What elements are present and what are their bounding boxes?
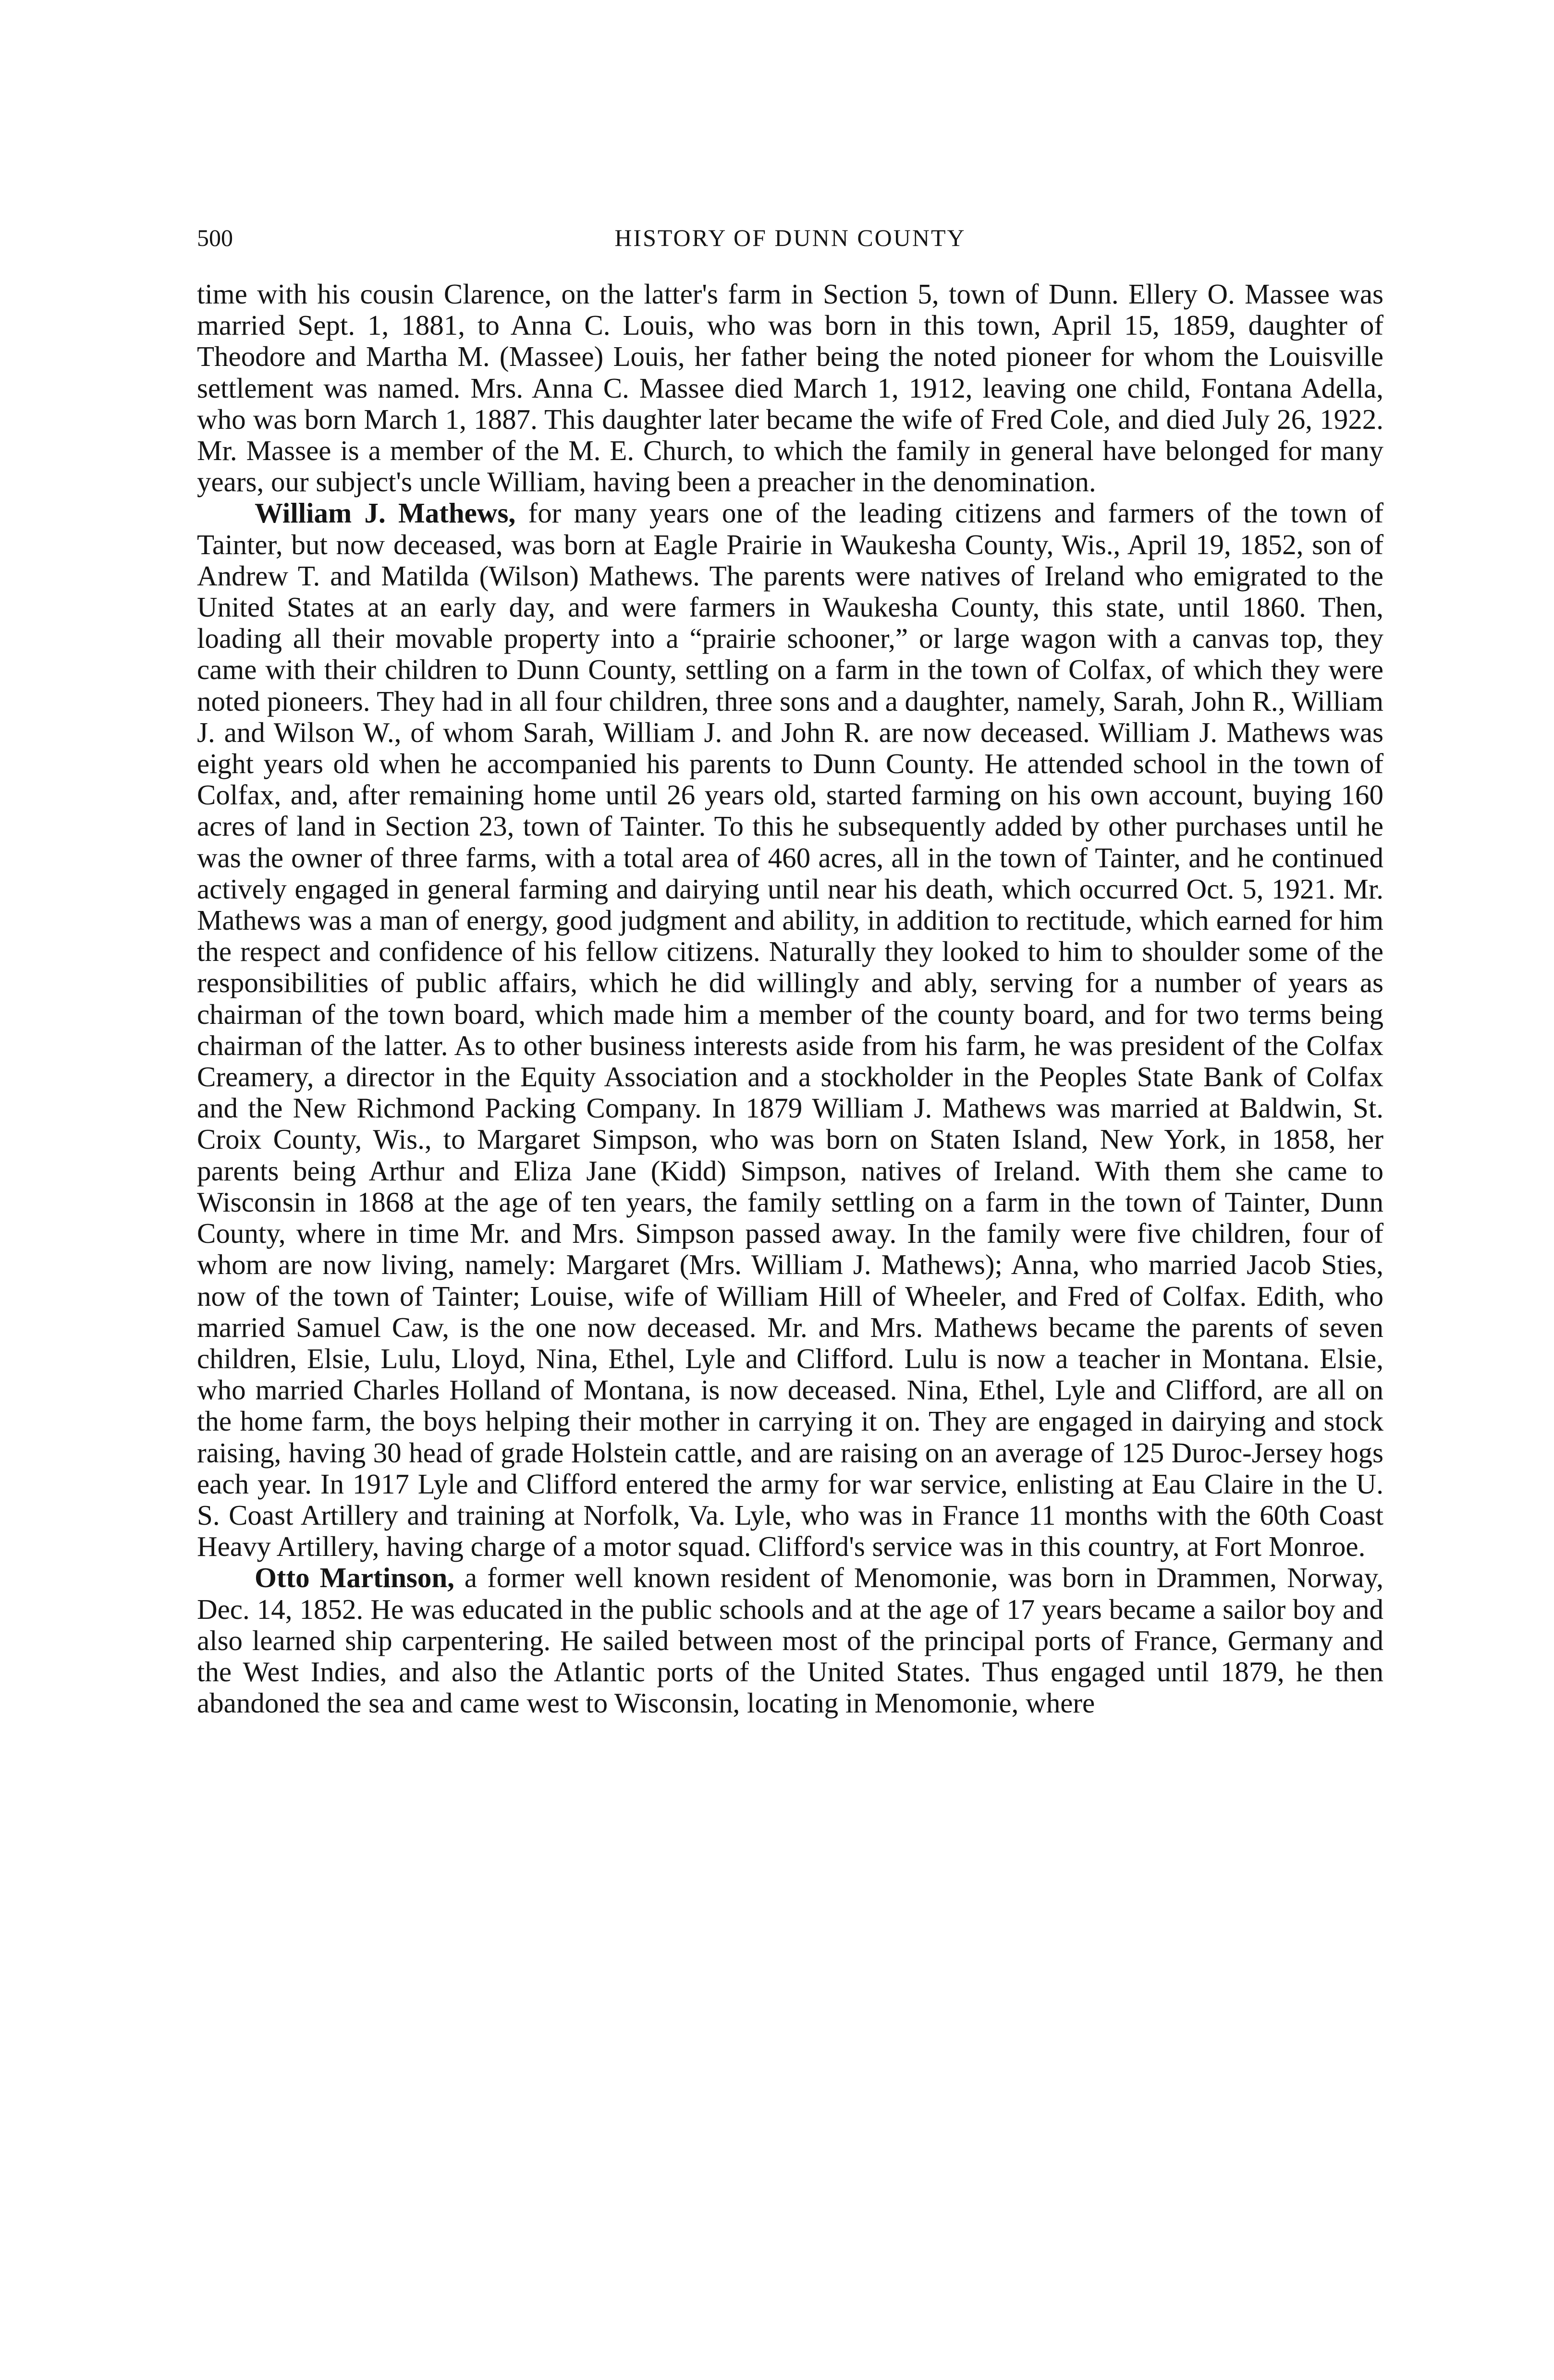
paragraph-text: time with his cousin Clarence, on the latter's farm in Section 5, town of Dunn. Ellery O. Massee was married Sept. 1, 1881, to Anna C. Louis, who was born in this town, April 15, 1859, daughter of Theodore and Martha M. (Massee) Louis, her father being the noted pioneer for whom the Louisville settlement was named. Mrs. Anna C. Massee died March 1, 1912, leaving one child, Fontana Adella, who was born March 1, 1887. This daughter later became the wife of Fred Cole, and died July 26, 1922. Mr. Massee is a member of the M. E. Church, to which the family in general have belonged for many years, our subject's uncle William, having been a preacher in the denomination. — [197, 278, 1383, 498]
paragraph-massee-continued — [197, 279, 1383, 498]
running-head-title: HISTORY OF DUNN COUNTY — [614, 224, 966, 251]
paragraph-text: a former well known resident of Menomonie, was born in Drammen, Norway, Dec. 14, 1852. He was educated in the public schools and at the age of 17 years became a sailor boy and also learned ship carpentering. He sailed between most of the principal ports of France, Germany and the West Indies, and also the Atlantic ports of the United States. Thus engaged until 1879, he then abandoned the sea and came west to Wisconsin, locating in Menomonie, where — [197, 1562, 1383, 1719]
paragraph-text: for many years one of the leading citizens and farmers of the town of Tainter, but now deceased, was born at Eagle Prairie in Waukesha County, Wis., April 19, 1852, son of Andrew T. and Matilda (Wilson) Mathews. The parents were natives of Ireland who emigrated to the United States at an early day, and were farmers in Waukesha County, this state, until 1860. Then, loading all their movable property into a “prairie schooner,” or large wagon with a canvas top, they came with their children to Dunn County, settling on a farm in the town of Colfax, of which they were noted pioneers. They had in all four children, three sons and a daughter, namely, Sarah, John R., William J. and Wilson W., of whom Sarah, William J. and John R. are now deceased. William J. Mathews was eight years old when he accompanied his parents to Dunn County. He attended school in the town of Colfax, and, after remaining home until 26 years old, started farming on his own account, buying 160 acres of land in Section 23, town of Tainter. To this he subsequently added by other purchases until he was the owner of three farms, with a total area of 460 acres, all in the town of Tainter, and he continued actively engaged in general farming and dairying until near his death, which occurred Oct. 5, 1921. Mr. Mathews was a man of energy, good judgment and ability, in addition to rectitude, which earned for him the respect and confidence of his fellow citizens. Naturally they looked to him to shoulder some of the responsibilities of public affairs, which he did willingly and ably, serving for a number of years as chairman of the town board, which made him a member of the county board, and for two terms being chairman of the latter. As to other business interests aside from his farm, he was president of the Colfax Creamery, a director in the Equity Association and a stockholder in the Peoples State Bank of Colfax and the New Richmond Packing Company. In 1879 William J. Mathews was married at Baldwin, St. Croix County, Wis., to Margaret Simpson, who was born on Staten Island, New York, in 1858, her parents being Arthur and Eliza Jane (Kidd) Simpson, natives of Ireland. With them she came to Wisconsin in 1868 at the age of ten years, the family settling on a farm in the town of Tainter, Dunn County, where in time Mr. and Mrs. Simpson passed away. In the family were five children, four of whom are now living, namely: Margaret (Mrs. William J. Mathews); Anna, who married Jacob Sties, now of the town of Tainter; Louise, wife of William Hill of Wheeler, and Fred of Colfax. Edith, who married Samuel Caw, is the one now deceased. Mr. and Mrs. Mathews became the parents of seven children, Elsie, Lulu, Lloyd, Nina, Ethel, Lyle and Clifford. Lulu is now a teacher in Montana. Elsie, who married Charles Holland of Montana, is now deceased. Nina, Ethel, Lyle and Clifford, are all on the home farm, the boys helping their mother in carrying it on. They are engaged in dairying and stock raising, having 30 head of grade Holstein cattle, and are raising on an average of 125 Duroc-Jersey hogs each year. In 1917 Lyle and Clifford entered the army for war service, enlisting at Eau Claire in the U. S. Coast Artillery and training at Norfolk, Va. Lyle, who was in France 11 months with the 60th Coast Heavy Artillery, having charge of a motor squad. Clifford's service was in this country, at Fort Monroe. — [197, 497, 1383, 1563]
page-header — [197, 219, 1383, 257]
body-text — [197, 279, 1383, 1719]
page-number: 500 — [197, 224, 233, 251]
subject-name: William J. Mathews, — [255, 497, 516, 529]
paragraph-william-mathews — [197, 498, 1383, 1562]
subject-name: Otto Martinson, — [255, 1562, 454, 1594]
paragraph-otto-martinson — [197, 1562, 1383, 1719]
